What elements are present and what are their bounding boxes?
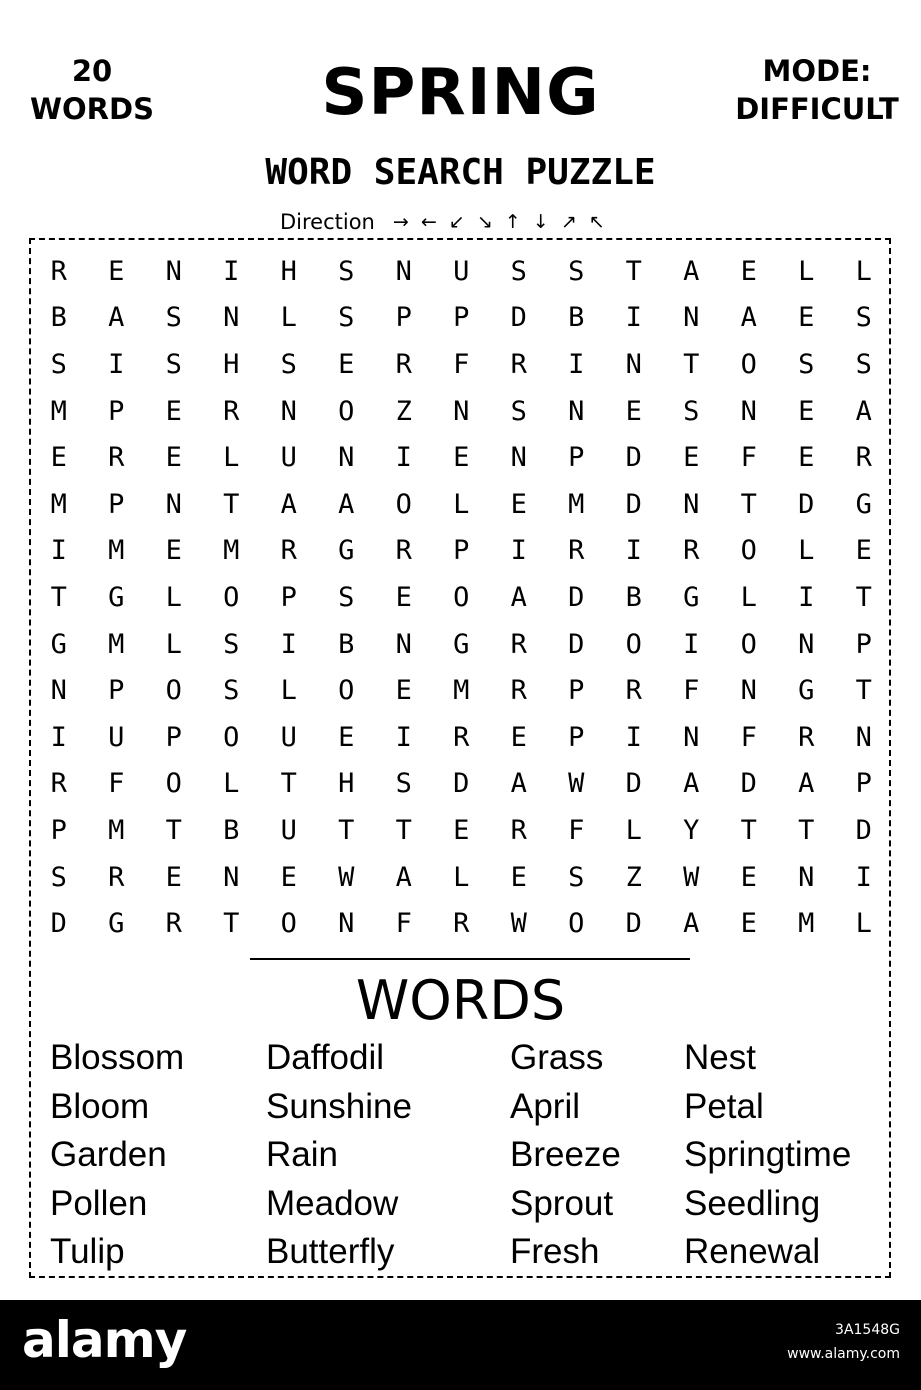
grid-cell[interactable]: L	[223, 768, 240, 800]
grid-cell[interactable]: I	[108, 348, 125, 380]
grid-cell[interactable]: N	[798, 628, 815, 660]
grid-cell[interactable]: N	[395, 628, 412, 660]
word-list-item: Nest	[684, 1038, 756, 1077]
grid-cell[interactable]: O	[223, 581, 240, 613]
grid-cell[interactable]: R	[798, 721, 815, 753]
grid-cell[interactable]: S	[798, 348, 815, 380]
grid-cell[interactable]: R	[280, 535, 297, 567]
grid-cell[interactable]: S	[223, 675, 240, 707]
grid-cell[interactable]: I	[683, 628, 700, 660]
grid-cell[interactable]: N	[338, 442, 355, 474]
grid-cell[interactable]: O	[625, 628, 642, 660]
grid-cell[interactable]: Z	[625, 861, 642, 893]
grid-cell[interactable]: T	[740, 814, 757, 846]
grid-cell[interactable]: N	[683, 488, 700, 520]
grid-cell[interactable]: P	[568, 675, 585, 707]
grid-cell[interactable]: B	[50, 302, 67, 334]
grid-cell[interactable]: M	[453, 675, 470, 707]
grid-cell[interactable]: A	[683, 768, 700, 800]
grid-cell[interactable]: D	[510, 302, 527, 334]
word-count-label: WORDS	[30, 92, 154, 126]
grid-cell[interactable]: W	[510, 908, 527, 940]
grid-cell[interactable]: I	[280, 628, 297, 660]
grid-cell[interactable]: R	[165, 908, 182, 940]
grid-cell[interactable]: N	[625, 348, 642, 380]
grid-cell[interactable]: I	[395, 721, 412, 753]
direction-legend	[280, 206, 660, 238]
word-list-item: Springtime	[684, 1135, 852, 1174]
grid-cell[interactable]: D	[568, 581, 585, 613]
word-list-item: Butterfly	[266, 1232, 395, 1271]
grid-cell[interactable]: L	[625, 814, 642, 846]
grid-cell[interactable]: D	[740, 768, 757, 800]
grid-cell[interactable]: F	[740, 442, 757, 474]
grid-cell[interactable]: I	[510, 535, 527, 567]
grid-cell[interactable]: R	[855, 442, 872, 474]
grid-cell[interactable]: D	[625, 768, 642, 800]
arrow-down-left-icon: ↙	[448, 211, 465, 233]
grid-cell[interactable]: N	[165, 255, 182, 287]
grid-cell[interactable]: E	[338, 721, 355, 753]
word-list-item: Rain	[266, 1135, 338, 1174]
grid-cell[interactable]: T	[280, 768, 297, 800]
grid-cell[interactable]: M	[223, 535, 240, 567]
word-list-item: Meadow	[266, 1183, 399, 1223]
grid-cell[interactable]: T	[338, 814, 355, 846]
word-list-item: Tulip	[50, 1232, 125, 1271]
grid-cell[interactable]: U	[280, 814, 297, 846]
grid-cell[interactable]: E	[740, 255, 757, 287]
grid-cell[interactable]: I	[625, 302, 642, 334]
grid-cell[interactable]: S	[338, 302, 355, 334]
grid-cell[interactable]: E	[108, 255, 125, 287]
grid-cell[interactable]: I	[395, 442, 412, 474]
mode-indicator	[722, 52, 912, 128]
grid-cell[interactable]: H	[223, 348, 240, 380]
grid-cell[interactable]: L	[280, 302, 297, 334]
grid-cell[interactable]: E	[453, 814, 470, 846]
grid-cell[interactable]: S	[510, 395, 527, 427]
grid-cell[interactable]: P	[855, 768, 872, 800]
grid-cell[interactable]: S	[855, 302, 872, 334]
grid-cell[interactable]: A	[683, 255, 700, 287]
grid-cell[interactable]: R	[683, 535, 700, 567]
grid-cell[interactable]: O	[568, 908, 585, 940]
grid-cell[interactable]: R	[510, 348, 527, 380]
word-list-item: Daffodil	[266, 1038, 385, 1077]
grid-cell[interactable]: A	[338, 488, 355, 520]
grid-cell[interactable]: P	[568, 442, 585, 474]
grid-cell[interactable]: N	[165, 488, 182, 520]
grid-cell[interactable]: E	[855, 535, 872, 567]
grid-cell[interactable]: N	[395, 255, 412, 287]
grid-cell[interactable]: R	[395, 535, 412, 567]
grid-cell[interactable]: G	[855, 488, 872, 520]
grid-cell[interactable]: S	[165, 348, 182, 380]
grid-cell[interactable]: L	[453, 861, 470, 893]
grid-cell[interactable]: L	[798, 535, 815, 567]
grid-cell[interactable]: T	[855, 581, 872, 613]
grid-cell[interactable]: R	[510, 675, 527, 707]
grid-cell[interactable]: R	[453, 721, 470, 753]
grid-cell[interactable]: M	[108, 628, 125, 660]
grid-cell[interactable]: R	[510, 628, 527, 660]
grid-cell[interactable]: D	[453, 768, 470, 800]
grid-cell[interactable]: T	[798, 814, 815, 846]
grid-cell[interactable]: I	[855, 861, 872, 893]
grid-cell[interactable]: O	[453, 581, 470, 613]
grid-cell[interactable]: D	[625, 908, 642, 940]
grid-cell[interactable]: E	[165, 861, 182, 893]
grid-cell[interactable]: A	[280, 488, 297, 520]
grid-cell[interactable]: N	[223, 302, 240, 334]
grid-cell[interactable]: B	[223, 814, 240, 846]
grid-cell[interactable]: N	[568, 395, 585, 427]
puzzle-title: SPRING	[321, 56, 600, 130]
grid-cell[interactable]: E	[395, 581, 412, 613]
grid-cell[interactable]: E	[165, 442, 182, 474]
grid-cell[interactable]: T	[855, 675, 872, 707]
grid-cell[interactable]: T	[165, 814, 182, 846]
grid-cell[interactable]: N	[740, 675, 757, 707]
grid-cell[interactable]: O	[740, 348, 757, 380]
grid-cell[interactable]: O	[280, 908, 297, 940]
grid-cell[interactable]: S	[223, 628, 240, 660]
grid-cell[interactable]: G	[338, 535, 355, 567]
grid-cell[interactable]: I	[568, 348, 585, 380]
word-list-item: Renewal	[684, 1232, 821, 1271]
grid-cell[interactable]: A	[108, 302, 125, 334]
divider	[250, 958, 690, 960]
grid-cell[interactable]: P	[453, 302, 470, 334]
grid-cell[interactable]: S	[50, 348, 67, 380]
grid-cell[interactable]: I	[50, 721, 67, 753]
grid-cell[interactable]: R	[223, 395, 240, 427]
word-list-item: Grass	[510, 1038, 604, 1077]
grid-cell[interactable]: P	[568, 721, 585, 753]
grid-cell[interactable]: T	[223, 908, 240, 940]
grid-cell[interactable]: I	[625, 721, 642, 753]
word-list-item: Petal	[684, 1086, 764, 1126]
grid-cell[interactable]: T	[50, 581, 67, 613]
grid-cell[interactable]: N	[798, 861, 815, 893]
mode-label: MODE:	[762, 54, 872, 88]
grid-cell[interactable]: T	[740, 488, 757, 520]
grid-cell[interactable]: G	[683, 581, 700, 613]
grid-cell[interactable]: O	[165, 768, 182, 800]
grid-cell[interactable]: E	[625, 395, 642, 427]
direction-label: Direction	[280, 210, 375, 234]
grid-cell[interactable]: N	[855, 721, 872, 753]
letter-grid	[30, 248, 892, 948]
word-list-item: Breeze	[510, 1135, 621, 1174]
grid-cell[interactable]: I	[625, 535, 642, 567]
grid-cell[interactable]: E	[280, 861, 297, 893]
grid-cell[interactable]: E	[740, 861, 757, 893]
grid-cell[interactable]: R	[108, 442, 125, 474]
grid-cell[interactable]: E	[50, 442, 67, 474]
grid-cell[interactable]: M	[50, 488, 67, 520]
grid-cell[interactable]: P	[855, 628, 872, 660]
grid-cell[interactable]: R	[50, 768, 67, 800]
grid-cell[interactable]: E	[683, 442, 700, 474]
grid-cell[interactable]: A	[683, 908, 700, 940]
word-count-number: 20	[71, 54, 113, 88]
grid-cell[interactable]: L	[165, 581, 182, 613]
grid-cell[interactable]: N	[740, 395, 757, 427]
grid-cell[interactable]: R	[108, 861, 125, 893]
grid-cell[interactable]: I	[50, 535, 67, 567]
grid-cell[interactable]: N	[338, 908, 355, 940]
grid-cell[interactable]: A	[798, 768, 815, 800]
grid-cell[interactable]: P	[108, 395, 125, 427]
grid-cell[interactable]: L	[740, 581, 757, 613]
grid-cell[interactable]: D	[50, 908, 67, 940]
grid-cell[interactable]: P	[50, 814, 67, 846]
grid-cell[interactable]: L	[165, 628, 182, 660]
grid-cell[interactable]: G	[50, 628, 67, 660]
grid-cell[interactable]: S	[338, 581, 355, 613]
grid-cell[interactable]: U	[453, 255, 470, 287]
grid-cell[interactable]: E	[338, 348, 355, 380]
grid-cell[interactable]: L	[855, 908, 872, 940]
grid-cell[interactable]: P	[108, 675, 125, 707]
grid-cell[interactable]: P	[280, 581, 297, 613]
grid-cell[interactable]: I	[223, 255, 240, 287]
grid-cell[interactable]: S	[280, 348, 297, 380]
grid-cell[interactable]: L	[855, 255, 872, 287]
arrow-down-icon: ↓	[532, 211, 549, 233]
word-list-item: April	[510, 1086, 581, 1126]
grid-cell[interactable]: M	[568, 488, 585, 520]
grid-cell[interactable]: M	[108, 535, 125, 567]
brand-logo: alamy	[22, 1311, 187, 1369]
grid-cell[interactable]: D	[625, 442, 642, 474]
grid-cell[interactable]: O	[740, 535, 757, 567]
grid-cell[interactable]: S	[165, 302, 182, 334]
grid-cell[interactable]: G	[453, 628, 470, 660]
grid-cell[interactable]: S	[855, 348, 872, 380]
grid-cell[interactable]: O	[395, 488, 412, 520]
grid-cell[interactable]: E	[165, 395, 182, 427]
grid-cell[interactable]: R	[395, 348, 412, 380]
grid-cell[interactable]: P	[395, 302, 412, 334]
image-id: 3A1548G	[835, 1322, 900, 1338]
grid-cell[interactable]: W	[338, 861, 355, 893]
grid-cell[interactable]: E	[798, 395, 815, 427]
grid-cell[interactable]: S	[338, 255, 355, 287]
grid-cell[interactable]: T	[223, 488, 240, 520]
grid-cell[interactable]: W	[683, 861, 700, 893]
arrow-down-right-icon: ↘	[476, 211, 493, 233]
grid-cell[interactable]: S	[510, 255, 527, 287]
grid-cell[interactable]: B	[625, 581, 642, 613]
grid-cell[interactable]: O	[165, 675, 182, 707]
site-url: www.alamy.com	[787, 1346, 900, 1362]
grid-cell[interactable]: E	[798, 442, 815, 474]
grid-cell[interactable]: P	[165, 721, 182, 753]
grid-cell[interactable]: O	[223, 721, 240, 753]
grid-cell[interactable]: A	[510, 581, 527, 613]
grid-cell[interactable]: E	[510, 721, 527, 753]
grid-cell[interactable]: R	[453, 908, 470, 940]
grid-cell[interactable]: G	[108, 581, 125, 613]
grid-cell[interactable]: E	[395, 675, 412, 707]
word-list-item: Bloom	[50, 1086, 150, 1126]
grid-cell[interactable]: H	[338, 768, 355, 800]
grid-cell[interactable]: D	[625, 488, 642, 520]
grid-cell[interactable]: S	[568, 255, 585, 287]
grid-cell[interactable]: U	[280, 721, 297, 753]
grid-cell[interactable]: S	[568, 861, 585, 893]
grid-cell[interactable]: Z	[395, 395, 412, 427]
grid-cell[interactable]: P	[108, 488, 125, 520]
grid-cell[interactable]: N	[223, 861, 240, 893]
grid-cell[interactable]: F	[395, 908, 412, 940]
grid-cell[interactable]: E	[453, 442, 470, 474]
grid-cell[interactable]: B	[338, 628, 355, 660]
grid-cell[interactable]: M	[798, 908, 815, 940]
grid-cell[interactable]: D	[855, 814, 872, 846]
grid-cell[interactable]: O	[740, 628, 757, 660]
word-list-item: Sprout	[510, 1183, 614, 1223]
grid-cell[interactable]: G	[798, 675, 815, 707]
grid-cell[interactable]: N	[280, 395, 297, 427]
words-heading: WORDS	[355, 969, 566, 1032]
grid-cell[interactable]: S	[683, 395, 700, 427]
grid-cell[interactable]: L	[280, 675, 297, 707]
grid-cell[interactable]: D	[798, 488, 815, 520]
arrow-up-left-icon: ↖	[588, 211, 605, 233]
grid-cell[interactable]: A	[395, 861, 412, 893]
puzzle-subtitle: WORD SEARCH PUZZLE	[265, 152, 656, 193]
grid-cell[interactable]: R	[510, 814, 527, 846]
grid-cell[interactable]: O	[338, 675, 355, 707]
grid-cell[interactable]: N	[683, 302, 700, 334]
grid-cell[interactable]: A	[855, 395, 872, 427]
grid-cell[interactable]: L	[223, 442, 240, 474]
grid-cell[interactable]: N	[510, 442, 527, 474]
arrow-right-icon: →	[392, 211, 409, 233]
word-list-item: Fresh	[510, 1232, 600, 1271]
grid-cell[interactable]: U	[280, 442, 297, 474]
grid-cell[interactable]: F	[683, 675, 700, 707]
grid-cell[interactable]: E	[740, 908, 757, 940]
grid-cell[interactable]: Y	[683, 814, 700, 846]
grid-cell[interactable]: M	[108, 814, 125, 846]
grid-cell[interactable]: F	[453, 348, 470, 380]
grid-cell[interactable]: E	[510, 488, 527, 520]
word-list-item: Blossom	[50, 1038, 185, 1077]
grid-cell[interactable]: A	[510, 768, 527, 800]
grid-cell[interactable]: N	[50, 675, 67, 707]
word-list-item: Pollen	[50, 1183, 148, 1223]
grid-cell[interactable]: T	[395, 814, 412, 846]
arrow-up-right-icon: ↗	[560, 211, 577, 233]
grid-cell[interactable]: I	[798, 581, 815, 613]
grid-cell[interactable]: E	[165, 535, 182, 567]
grid-cell[interactable]: H	[280, 255, 297, 287]
grid-cell[interactable]: M	[50, 395, 67, 427]
grid-cell[interactable]: B	[568, 302, 585, 334]
grid-cell[interactable]: F	[568, 814, 585, 846]
grid-cell[interactable]: U	[108, 721, 125, 753]
grid-cell[interactable]: F	[740, 721, 757, 753]
word-list-item: Garden	[50, 1135, 167, 1174]
grid-cell[interactable]: A	[740, 302, 757, 334]
grid-cell[interactable]: S	[395, 768, 412, 800]
grid-cell[interactable]: W	[568, 768, 585, 800]
grid-cell[interactable]: L	[798, 255, 815, 287]
grid-cell[interactable]: L	[453, 488, 470, 520]
grid-cell[interactable]: D	[568, 628, 585, 660]
word-list-item: Seedling	[684, 1183, 821, 1223]
grid-cell[interactable]: T	[625, 255, 642, 287]
grid-cell[interactable]: T	[683, 348, 700, 380]
arrow-left-icon: ←	[420, 211, 437, 233]
grid-cell[interactable]: P	[453, 535, 470, 567]
arrow-up-icon: ↑	[504, 211, 521, 233]
mode-value: DIFFICULT	[735, 92, 899, 126]
grid-cell[interactable]: E	[510, 861, 527, 893]
grid-cell[interactable]: N	[683, 721, 700, 753]
grid-cell[interactable]: S	[50, 861, 67, 893]
grid-cell[interactable]: R	[50, 255, 67, 287]
grid-cell[interactable]: R	[568, 535, 585, 567]
grid-cell[interactable]: O	[338, 395, 355, 427]
grid-cell[interactable]: F	[108, 768, 125, 800]
word-list-item: Sunshine	[266, 1086, 412, 1126]
grid-cell[interactable]: R	[625, 675, 642, 707]
grid-cell[interactable]: E	[798, 302, 815, 334]
grid-cell[interactable]: G	[108, 908, 125, 940]
grid-cell[interactable]: N	[453, 395, 470, 427]
